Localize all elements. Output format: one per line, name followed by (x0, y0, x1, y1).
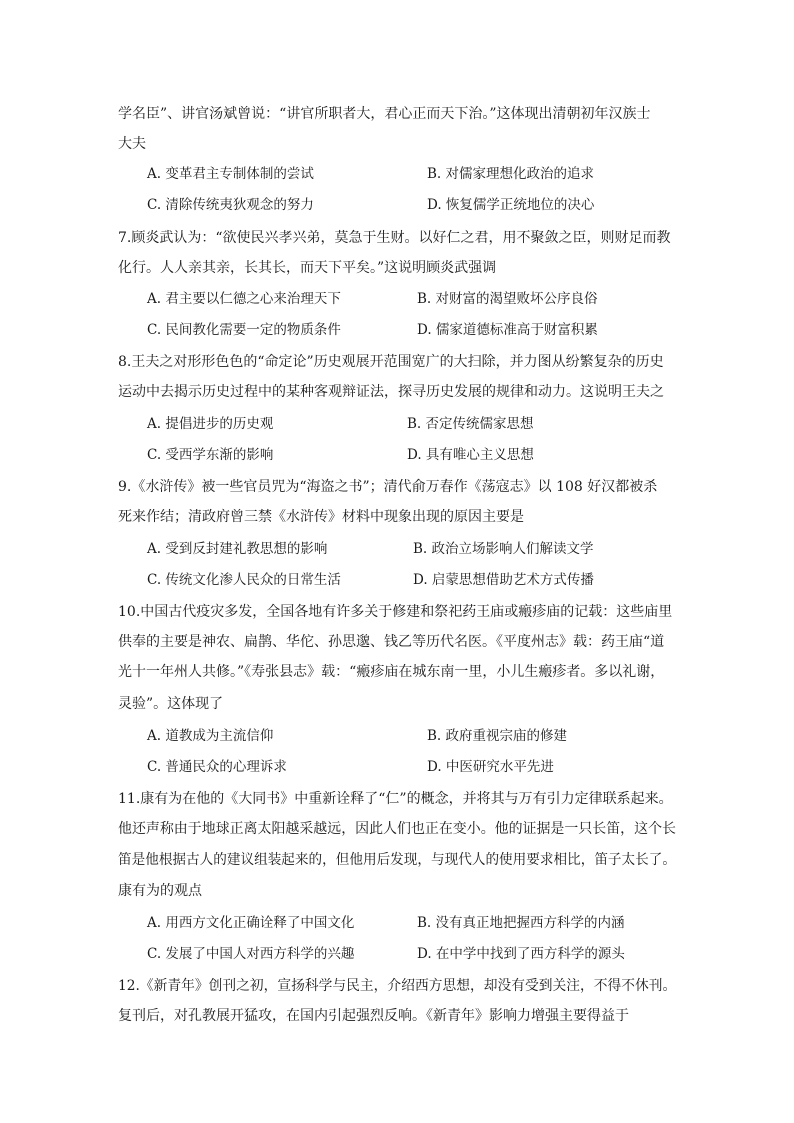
q10-stem-line-3: 光十一年州人共修。”《寿张县志》载：“瘢疹庙在城东南一里，小儿生瘢疹者。多以礼谢， (118, 664, 665, 680)
q12-stem-line-1: 12.《新青年》创刊之初，宣扬科学与民主，介绍西方思想，却没有受到关注，不得不休刊。 (118, 978, 677, 994)
q11-stem-line-4: 康有为的观点 (118, 883, 202, 899)
q11-option-a[interactable]: A. 用西方文化正确诠释了中国文化 (147, 915, 355, 931)
q10-option-a[interactable]: A. 道教成为主流信仰 (147, 728, 274, 744)
q9-option-c[interactable]: C. 传统文化渗人民众的日常生活 (147, 572, 341, 588)
q10-stem-line-1: 10.中国古代疫灾多发，全国各地有许多关于修建和祭祀药王庙或瘢疹庙的记载：这些庙里 (118, 604, 673, 620)
q8-option-b[interactable]: B. 否定传统儒家思想 (407, 416, 534, 432)
q8-option-d[interactable]: D. 具有唯心主义思想 (407, 447, 534, 463)
q11-stem-line-2: 他还声称由于地球正离太阳越采越远，因此人们也正在变小。他的证据是一只长笛，这个长 (118, 821, 676, 837)
q11-option-b[interactable]: B. 没有真正地把握西方科学的内涵 (417, 915, 625, 931)
q8-option-a[interactable]: A. 提倡进步的历史观 (147, 416, 274, 432)
q11-option-d[interactable]: D. 在中学中找到了西方科学的源头 (417, 946, 625, 962)
q9-option-a[interactable]: A. 受到反封建礼教思想的影响 (147, 541, 328, 557)
q7-stem-line-2: 化行。人人亲其亲，长其长，而天下平矣。”这说明顾炎武强调 (118, 260, 497, 276)
q10-stem-line-2: 供奉的主要是神农、扁鹊、华佗、孙思邈、钱乙等历代名医。《平度州志》载：药王庙“道 (118, 634, 665, 650)
q6-option-c[interactable]: C. 清除传统夷狄观念的努力 (147, 197, 314, 213)
q9-option-b[interactable]: B. 政治立场影响人们解读文学 (413, 541, 594, 557)
q7-option-c[interactable]: C. 民间教化需要一定的物质条件 (147, 322, 341, 338)
q11-stem-line-1: 11.康有为在他的《大同书》中重新诠释了“仁”的概念，并将其与万有引力定律联系起来。 (118, 791, 673, 807)
q6-option-b[interactable]: B. 对儒家理想化政治的追求 (427, 166, 595, 182)
q7-option-b[interactable]: B. 对财富的渴望败坏公序良俗 (417, 291, 598, 307)
q6-stem-line-2: 大夫 (118, 136, 146, 152)
q11-stem-line-3: 笛是他根据古人的建议组装起来的，但他用后发现，与现代人的使用要求相比，笛子太长了。 (118, 852, 676, 868)
q8-stem-line-2: 运动中去揭示历史过程中的某种客观辩证法，探寻历史发展的规律和动力。这说明王夫之 (118, 384, 664, 400)
q8-option-c[interactable]: C. 受西学东渐的影响 (147, 447, 274, 463)
q12-stem-line-2: 复刊后，对孔教展开猛攻，在国内引起强烈反响。《新青年》影响力增强主要得益于 (118, 1008, 629, 1024)
q9-stem-line-1: 9.《水浒传》被一些官员咒为“海盗之书”；清代俞万春作《荡寇志》以 108 好汉都被杀 (118, 479, 658, 495)
q10-option-b[interactable]: B. 政府重视宗庙的修建 (427, 728, 568, 744)
q10-option-c[interactable]: C. 普通民众的心理诉求 (147, 759, 287, 775)
q9-stem-line-2: 死来作结；清政府曾三禁《水浒传》材料中现象出现的原因主要是 (118, 509, 524, 525)
q10-stem-line-4: 灵验”。这体现了 (118, 696, 224, 712)
q7-stem-line-1: 7.顾炎武认为：“欲使民兴孝兴弟，莫急于生财。以好仁之君，用不聚敛之臣，则财足而教 (118, 230, 671, 246)
q9-option-d[interactable]: D. 启蒙思想借助艺术方式传播 (413, 572, 594, 588)
q11-option-c[interactable]: C. 发展了中国人对西方科学的兴趣 (147, 946, 355, 962)
q10-option-d[interactable]: D. 中医研究水平先进 (427, 759, 554, 775)
q8-stem-line-1: 8.王夫之对形形色色的“命定论”历史观展开范围宽广的大扫除，并力图从纷繁复杂的历史 (118, 354, 664, 370)
q7-option-d[interactable]: D. 儒家道德标准高于财富积累 (417, 322, 598, 338)
q6-option-d[interactable]: D. 恢复儒学正统地位的决心 (427, 197, 595, 213)
q6-stem-line-1: 学名臣”、讲官汤斌曾说：“讲官所职者大，君心正而天下治。”这体现出清朝初年汉族士 (118, 106, 651, 122)
q6-option-a[interactable]: A. 变革君主专制体制的尝试 (147, 166, 314, 182)
q7-option-a[interactable]: A. 君主要以仁德之心来治理天下 (147, 291, 341, 307)
